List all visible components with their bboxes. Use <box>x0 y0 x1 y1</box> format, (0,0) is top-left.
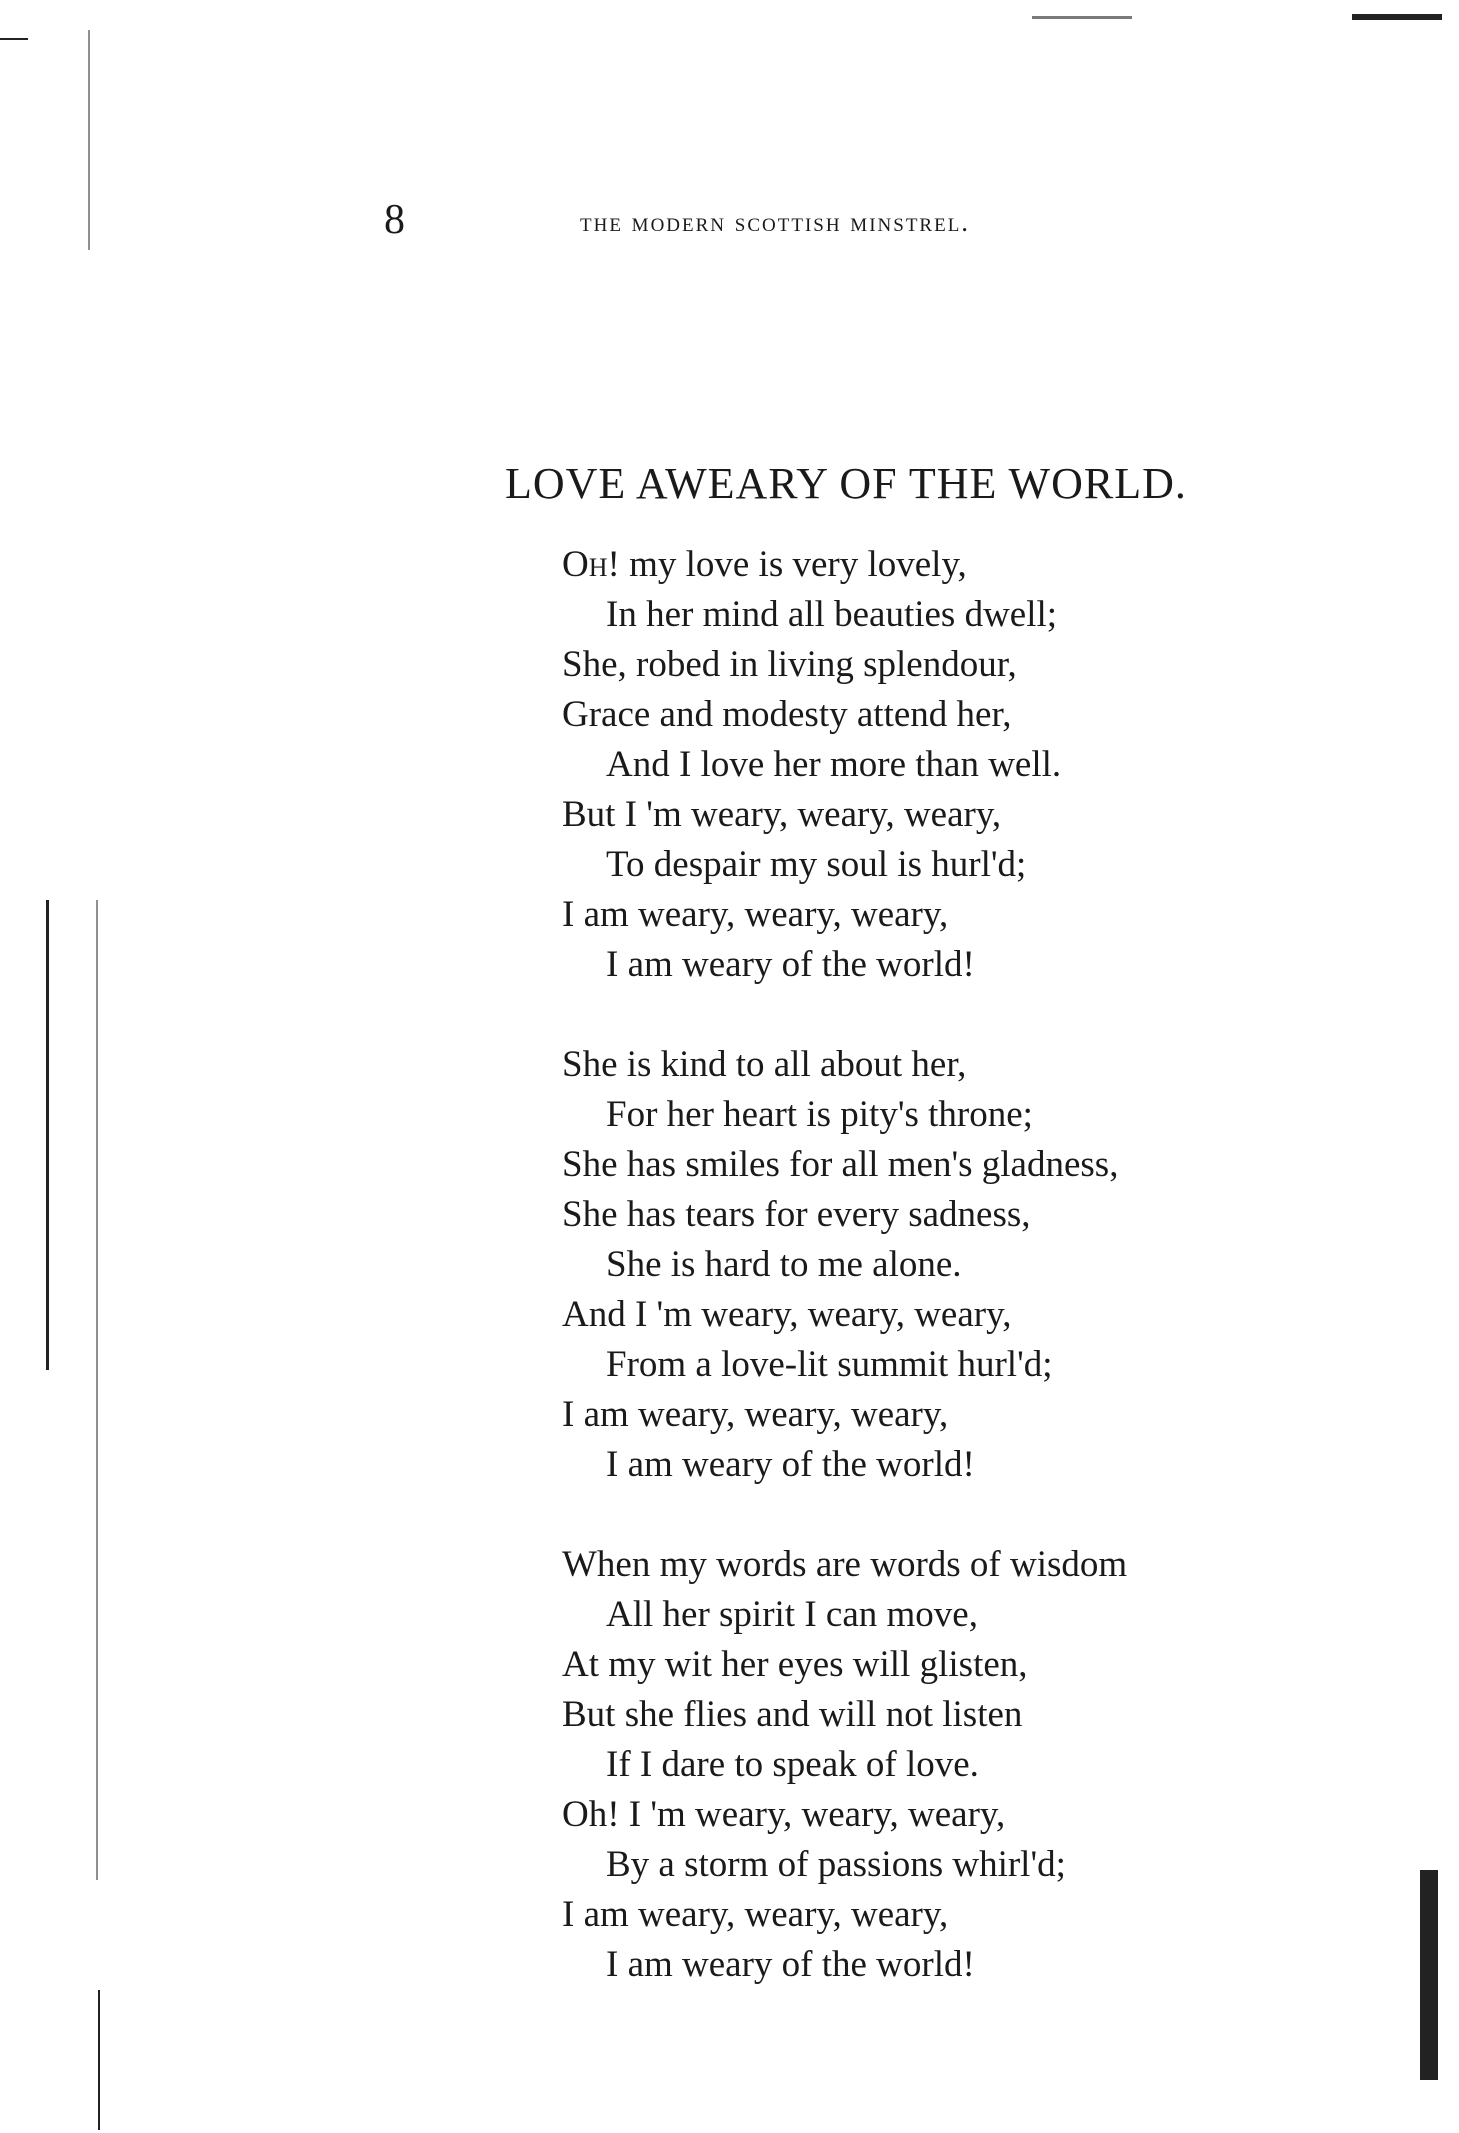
poem-line <box>562 690 1302 740</box>
poem-line <box>562 1640 1302 1690</box>
poem-line <box>562 1240 1302 1290</box>
stanza <box>562 540 1302 990</box>
poem-line-text: I am weary, weary, weary, <box>562 1394 949 1435</box>
poem-line-text: In her mind all beauties dwell; <box>606 594 1058 635</box>
poem-line <box>562 1090 1302 1140</box>
poem-line-text: But she flies and will not listen <box>562 1694 1023 1735</box>
scan-edge-mark <box>98 1990 100 2130</box>
poem-line-text: For her heart is pity's throne; <box>606 1094 1033 1135</box>
page-number: 8 <box>384 197 405 243</box>
running-head <box>384 196 1344 244</box>
scan-edge-mark <box>1032 16 1132 19</box>
poem-line <box>562 1190 1302 1240</box>
poem-line-text: She has tears for every sadness, <box>562 1194 1031 1235</box>
poem-title: LOVE AWEARY OF THE WORLD. <box>505 459 1187 508</box>
poem-line <box>562 590 1302 640</box>
poem-line-text: Grace and modesty attend her, <box>562 694 1012 735</box>
poem-line <box>562 940 1302 990</box>
stanza <box>562 1040 1302 1490</box>
poem-line <box>562 840 1302 890</box>
poem-line <box>562 1390 1302 1440</box>
poem-line-text: And I 'm weary, weary, weary, <box>562 1294 1012 1335</box>
poem-line-text: I am weary of the world! <box>606 1944 975 1985</box>
poem-line <box>562 1340 1302 1390</box>
poem-line <box>562 1040 1302 1090</box>
poem-line-text: To despair my soul is hurl'd; <box>606 844 1027 885</box>
poem-line <box>562 1140 1302 1190</box>
poem-line <box>562 790 1302 840</box>
scan-edge-mark <box>88 30 90 250</box>
scan-edge-mark <box>0 38 28 40</box>
poem-line-text: All her spirit I can move, <box>606 1594 978 1635</box>
scan-edge-mark <box>1420 1870 1438 2080</box>
poem-line-text: And I love her more than well. <box>606 744 1062 785</box>
poem-line <box>562 540 1302 590</box>
poem-line-text: I am weary of the world! <box>606 944 975 985</box>
poem-line <box>562 1940 1302 1990</box>
scan-edge-mark <box>96 900 98 1880</box>
poem-line <box>562 740 1302 790</box>
poem-line-text: Oh! I 'm weary, weary, weary, <box>562 1794 1006 1835</box>
poem-line <box>562 1440 1302 1490</box>
stanza <box>562 1540 1302 1990</box>
scan-edge-mark <box>46 900 49 1370</box>
poem-body <box>562 540 1302 2040</box>
poem-line-text: If I dare to speak of love. <box>606 1744 979 1785</box>
poem-line <box>562 1890 1302 1940</box>
poem-line-text: But I 'm weary, weary, weary, <box>562 794 1002 835</box>
poem-line-text: When my words are words of wisdom <box>562 1544 1128 1585</box>
scan-edge-mark <box>1352 14 1442 20</box>
poem-line <box>562 1790 1302 1840</box>
poem-line-text: She has smiles for all men's gladness, <box>562 1144 1119 1185</box>
poem-line <box>562 1690 1302 1740</box>
poem-line <box>562 640 1302 690</box>
poem-line <box>562 890 1302 940</box>
running-title: the modern scottish minstrel. <box>580 207 971 237</box>
poem-line-text: I am weary, weary, weary, <box>562 894 949 935</box>
poem-line-text: I am weary, weary, weary, <box>562 1894 949 1935</box>
poem-line <box>562 1840 1302 1890</box>
poem-line <box>562 1290 1302 1340</box>
poem-line-text: By a storm of passions whirl'd; <box>606 1844 1066 1885</box>
poem-line-text: She is hard to me alone. <box>606 1244 962 1285</box>
poem-line-text: I am weary of the world! <box>606 1444 975 1485</box>
poem-line-text: She is kind to all about her, <box>562 1044 967 1085</box>
poem-line <box>562 1740 1302 1790</box>
first-word-small-caps: Oh <box>562 544 608 585</box>
poem-line <box>562 1540 1302 1590</box>
poem-line-text: At my wit her eyes will glisten, <box>562 1644 1028 1685</box>
poem-line-text: ! my love is very lovely, <box>607 544 967 585</box>
poem-line-text: She, robed in living splendour, <box>562 644 1017 685</box>
poem-line-text: From a love-lit summit hurl'd; <box>606 1344 1053 1385</box>
poem-line <box>562 1590 1302 1640</box>
